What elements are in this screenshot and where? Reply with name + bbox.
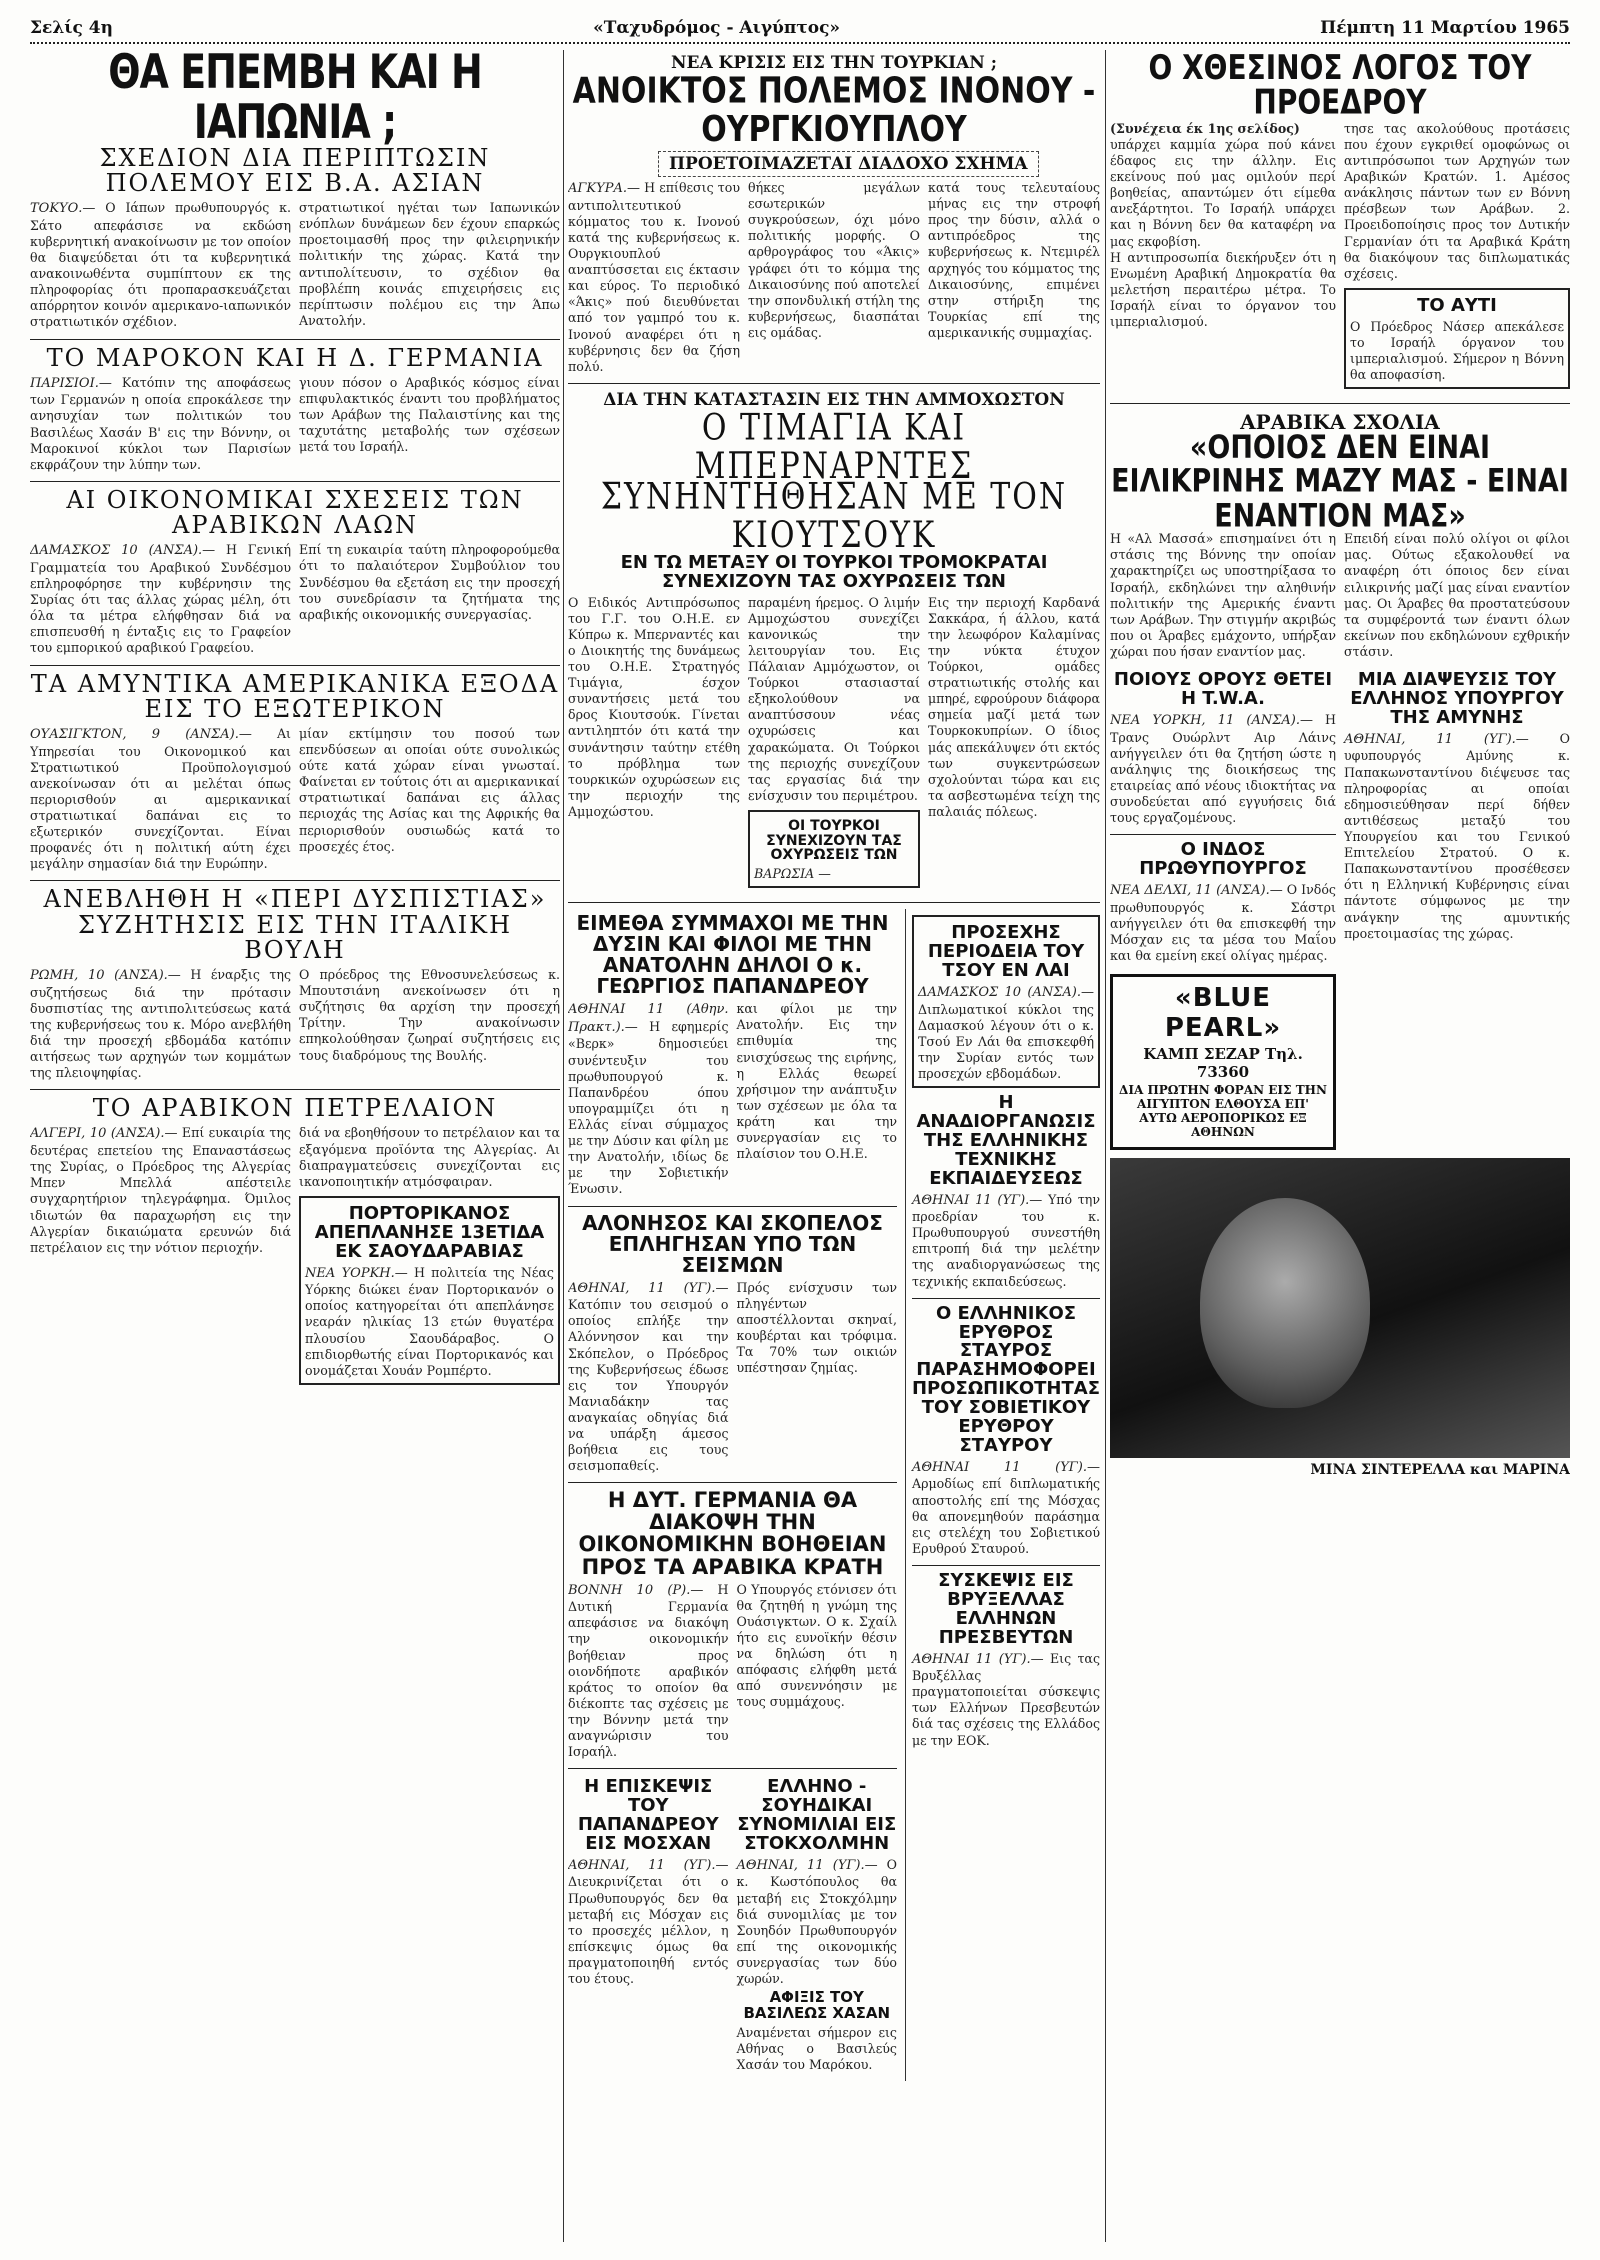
continuation-note: (Συνέχεια έκ 1ης σελίδος): [1110, 120, 1300, 136]
photo-caption: ΜΙΝΑ ΣΙΝΤΕΡΕΛΛΑ και ΜΑΡΙΝΑ: [1310, 1462, 1570, 1479]
paper-name: «Ταχυδρόμος - Αιγύπτος»: [593, 18, 841, 38]
article-body: Αναμένεται σήμερον εις Αθήνας ο Βασιλεύς Χασάν του Μαρόκου.: [736, 2024, 897, 2072]
boxed-article: [299, 1196, 560, 1385]
dateline: ΤΟΚΥΟ.—: [30, 201, 96, 217]
box-headline: ΠΟΡΤΟΡΙΚΑΝΟΣ ΑΠΕΠΛΑΝΗΣΕ 13ΕΤΙΔΑ ΕΚ ΣΑΟΥΔΑΡΑΒΙΑΣ: [314, 1202, 545, 1262]
article-body: Διπλωματικοί κύκλοι της Δαμασκού λέγουν ότι ο κ. Τσού Εν Λάι θα επισκεφθή την Συρίαν εντός των προσεχών εβδομάδων.: [917, 1001, 1094, 1081]
column-divider: [563, 50, 564, 2242]
headline: ΜΙΑ ΔΙΑΨΕΥΣΙΣ ΤΟΥ ΕΛΛΗΝΟΣ ΥΠΟΥΡΓΟΥ ΤΗΣ ΑΜΥΝΗΣ: [1350, 669, 1564, 728]
headline: ΑΝΟΙΚΤΟΣ ΠΟΛΕΜΟΣ ΙΝΟΝΟΥ - ΟΥΡΓΚΙΟΥΠΛΟΥ: [572, 70, 1096, 151]
dateline: ΒΑΡΩΣΙΑ —: [754, 866, 831, 882]
subheadline: ΠΡΟΕΤΟΙΜΑΖΕΤΑΙ ΔΙΑΔΟΧΟ ΣΧΗΜΑ: [658, 151, 1039, 177]
headline: ΠΟΙΟΥΣ ΟΡΟΥΣ ΘΕΤΕΙ Η T.W.A.: [1113, 669, 1333, 709]
dateline: ΑΘΗΝΑΙ, 11 (ΥΓ).—: [736, 1857, 878, 1873]
article-japan: [30, 50, 560, 331]
article-body: θήκες μεγάλων εσωτερικών συγκρούσεων, όχι μόνο πολιτικής μορφής. Ο αρθρογράφος του «Άκις» γράφει ότι το κόμμα της Δικαιοσύνης πού αποτελεί την σπονδυλική στήλη της κυβερνήσεως, διασπάται εις ομάδας.: [748, 180, 920, 340]
article-defense-minister: [1344, 671, 1570, 942]
dateline: ΑΘΗΝΑΙ 11 (ΥΓ).—: [911, 1651, 1044, 1667]
dateline: ΠΑΡΙΣΙΟΙ.—: [30, 375, 112, 391]
article-body: Ο Ιάπων πρωθυπουργός κ. Σάτο απεφάσισε να εκδώση κυβερνητική ανακοίνωσιν με τον οποίον θα διαψεύδεται ότι τα κυβερνητικά ανακοινωθέντα συμπίπτουν εκ της πληροφορίας ότι προπαρασκευάζεται απόρρητον κοινόν αμερικανο-ιαπωνικόν στρατιωτικόν σχέδιον.: [30, 200, 291, 330]
article-body: Κατόπιν του σεισμού ο οποίος επλήξε την Αλόννησον και την Σκόπελον, ο Πρόεδρος της Κυβερνήσεως έδωσε εις τον Υπουργόν Μανιαδάκην τας αναγκαίας οδηγίας διά να υπάρξη άμεσος βοήθεια εις τους σεισμοπαθείς.: [568, 1297, 729, 1474]
article-italy: [30, 887, 560, 1081]
dateline: ΑΘΗΝΑΙ 11 (Αθην. Πρακτ.).—: [568, 1002, 729, 1035]
article-body: γιουν πόσον ο Αραβικός κόσμος είναι επιφυλακτικός έναντι του προβλήματος των Αράβων της Παλαιστίνης και της ταχυτάτης μεταβολής των σχέσεων μετά του Ισραήλ.: [299, 374, 560, 455]
ad-address: ΚΑΜΠ ΣΕΖΑΡ Τηλ. 73360: [1143, 1045, 1303, 1082]
article-body: Ο Ειδικός Αντιπρόσωπος του Γ.Γ. του Ο.Η.Ε. εν Κύπρω κ. Μπερναντές και ο Διοικητής της δυνάμεως του Ο.Η.Ε. Στρατηγός Τιμάγια, έσχον συναντήσεις μετά του δρος Κιουτσούκ. Γίνεται αντιληπτόν ότι κατά την συνάντησιν ταύτην ετέθη το πρόβλημα των τουρκικών οχυρώσεων εις την περιοχήν της Αμμοχώστου.: [568, 594, 740, 820]
dateline: ΔΑΜΑΣΚΟΣ 10 (ΑΝΣΑ).—: [917, 984, 1094, 1000]
headline: Η ΕΠΙΣΚΕΨΙΣ ΤΟΥ ΠΑΠΑΝΔΡΕΟΥ ΕΙΣ ΜΟΣΧΑΝ: [577, 1776, 719, 1854]
subheadline: ΕΝ ΤΩ ΜΕΤΑΞΥ ΟΙ ΤΟΥΡΚΟΙ ΤΡΟΜΟΚΡΑΤΑΙ ΣΥΝΕΧΙΖΟΥΝ ΤΑΣ ΟΧΥΡΩΣΕΙΣ ΤΩΝ: [620, 551, 1048, 592]
article-president-speech: [1110, 50, 1570, 395]
dateline: ΑΘΗΝΑΙ, 11 (ΥΓ).—: [1344, 731, 1529, 747]
column-divider: [1105, 50, 1106, 2242]
article-technical-education: [912, 1094, 1100, 1290]
article-us-defense: [30, 669, 560, 873]
article-body: Αι Υπηρεσίαι του Οικονομικού και Στρατιωτικού Προϋπολογισμού ανεκοίνωσαν ότι αι μελέται όπως περιορισθούν αι αμερικανικαί στρατιωτικαί δαπάναι εις το εξωτερικόν συνεχίζονται. Είναι προφανές ότι η πολιτική αύτη έχει μεγάλην σημασίαν διά την Ευρώπην.: [30, 725, 291, 872]
dateline: ΝΕΑ ΥΟΡΚΗ.—: [305, 1265, 408, 1281]
kicker: ΑΡΑΒΙΚΑ ΣΧΟΛΙΑ: [1240, 410, 1440, 435]
headline: ΑΙ ΟΙΚΟΝΟΜΙΚΑΙ ΣΧΕΣΕΙΣ ΤΩΝ ΑΡΑΒΙΚΩΝ ΛΑΩΝ: [66, 485, 524, 540]
advertisement-blue-pearl: [1110, 974, 1336, 1150]
article-body: Ο Ινδός πρωθυπουργός κ. Σάστρι ανήγγειλεν ότι θα επισκεφθή την Μόσχαν εις τα μέσα του Μαΐου και θα εμείνη εκεί ολίγας ημέρας.: [1110, 881, 1336, 963]
article-twa: [1110, 671, 1336, 826]
subheadline: ΣΧΕΔΙΟΝ ΔΙΑ ΠΕΡΙΠΤΩΣΙΝ ΠΟΛΕΜΟΥ ΕΙΣ Β.Α. ΑΣΙΑΝ: [99, 143, 491, 197]
article-body: Η επίθεσις του αντιπολιτευτικού κόμματος του κ. Ινονού κατά της κυβερνήσεως κ. Ουργκιουπλού αναπτύσσεται εις έκτασιν και εύρος. Το περιοδικό «Άκις» πού διευθύνεται από τον γαμπρό του κ. Ινονού αναφέρει ότι η κυβέρνησις δεν θα ζήση πολύ.: [568, 180, 740, 374]
headline: ΠΡΟΣΕΧΗΣ ΠΕΡΙΟΔΕΙΑ ΤΟΥ ΤΣΟΥ ΕΝ ΛΑΙ: [927, 922, 1085, 981]
boxed-article: [748, 810, 920, 888]
photo-portrait: [1200, 1198, 1370, 1408]
article-famagusta: [568, 390, 1100, 894]
article-indian-pm: [1110, 841, 1336, 964]
article-earthquake: [568, 1210, 897, 1475]
article-body: Η Τρανς Ουώρλντ Αιρ Λάινς ανήγγειλεν ότι θα ζητήση ώστε η ανάληψις της διοικήσεως της εταιρείας από νέους ιδιοκτήτας να συνοδεύεται από εγγυήσεις διά τους εργαζομένους.: [1110, 711, 1336, 826]
article-body: Κατόπιν της αποφάσεως των Γερμανών η οποία επροκάλεσε την ανησυχίαν των πολιτικών του Βασιλέως Χασάν Β' εις την Βόννην, οι Μαροκινοί κύκλοι των Παρισίων εκφράζουν την λύπην των.: [30, 374, 291, 472]
dateline: ΝΕΑ ΔΕΛΧΙ, 11 (ΑΝΣΑ).—: [1110, 882, 1283, 898]
article-body: υπάρχει καμμία χώρα πού κάνει έδαφος εις την άλλην. Εις εκείνους πού μας ομιλούν περί βοηθείας, απαντώμεν ότι είμεθα ανεξάρτητοι. Το Ισραήλ υπάρχει και η Βόννη δεν θα καταφέρη να μας εκφοβίση.: [1110, 136, 1336, 249]
headline: ΤΑ ΑΜΥΝΤΙΚΑ ΑΜΕΡΙΚΑΝΙΚΑ ΕΞΟΔΑ ΕΙΣ ΤΟ ΕΞΩΤΕΡΙΚΟΝ: [30, 669, 560, 723]
article-body: Εις την περιοχή Καρδανά Σακκάρα, ή άλλου, κατά την λεωφόρον Καλαμίνας την νύκτα έτυχον Τούρκοι, ομάδες στρατιωτικής στολής και μπηρέ, εφρούρουν διάφορα σημεία μαζί μετά των Τουρκοκυπρίων. Ο ίδιος μάς απεκάλυψεν ότι εκτός των συγκεντρώσεων σχολούνται τώρα και εις τα ασβεστωμένα τείχη της παλαιάς πόλεως.: [928, 594, 1100, 820]
headline: Η ΑΝΑΔΙΟΡΓΑΝΩΣΙΣ ΤΗΣ ΕΛΛΗΝΙΚΗΣ ΤΕΧΝΙΚΗΣ ΕΚΠΑΙΔΕΥΣΕΩΣ: [916, 1092, 1096, 1189]
article-body: παραμένη ήρεμος. Ο λιμήν Αμμοχώστου συνεχίζει κανονικώς την λειτουργίαν του. Εις Πάλαιαν Αμμόχωστον, οι Τούρκοι στασιασταί εξηκολούθουν να αναπτύσσουν νέας οχυρώσεις και χαρακώματα. Οι Τούρκοι της περιοχής συνεχίζουν τας εργασίας διά την ενίσχυσιν του περιμέτρου.: [748, 594, 920, 803]
article-body: Η Δυτική Γερμανία απεφάσισε να διακόψη την οικονομικήν βοήθειαν προς οιονδήποτε αραβικόν κράτος το οποίον θα διέκοπτε τας σχέσεις με την Βόννην μετά την αναγνώρισιν του Ισραήλ.: [568, 1581, 729, 1760]
issue-date: Πέμπτη 11 Μαρτίου 1965: [1320, 18, 1570, 38]
headline: Ο ΤΙΜΑΓΙΑ ΚΑΙ ΜΠΕΡΝΑΡΝΤΕΣ: [694, 407, 974, 487]
headline: ΤΟ ΑΡΑΒΙΚΟΝ ΠΕΤΡΕΛΑΙΟΝ: [92, 1094, 498, 1123]
headline: ΕΙΜΕΘΑ ΣΥΜΜΑΧΟΙ ΜΕ ΤΗΝ ΔΥΣΙΝ ΚΑΙ ΦΙΛΟΙ ΜΕ ΤΗΝ ΑΝΑΤΟΛΗΝ ΔΗΛΟΙ Ο κ. ΓΕΩΡΓΙΟΣ ΠΑΠΑΝΔΡΕΟΥ: [576, 911, 889, 999]
article-body: τησε τας ακολούθους προτάσεις που έχουν εγκριθεί ομοφώνως οι αντιπρόσωποι των Αρχηγών των Αραβικών Κρατών. 1. Αμέσος ανάκλησις πάντων των εν Βόννη πρέσβεων των Αράβων. 2. Προειδοποίησις προς τον Δυτικήν Γερμανίαν ότι τα Αραβικά Κράτη θα διακόψουν τας διπλωματικάς σχέσεις.: [1344, 120, 1570, 281]
article-arab-economy: [30, 485, 560, 657]
headline: Η ΔΥΤ. ΓΕΡΜΑΝΙΑ ΘΑ ΔΙΑΚΟΨΗ ΤΗΝ ΟΙΚΟΝΟΜΙΚΗΝ ΒΟΗΘΕΙΑΝ ΠΡΟΣ ΤΑ ΑΡΑΒΙΚΑ ΚΡΑΤΗ: [578, 1488, 887, 1579]
dateline: ΡΩΜΗ, 10 (ΑΝΣΑ).—: [30, 968, 181, 983]
article-body: Η πολιτεία της Νέας Υόρκης διώκει έναν Πορτορικανόν ο οποίος κατηγορείται ότι απεπλάνησε νεαράν ηλικίας 13 ετών θυγατέρα πλουσίου Σαουδάραβος. Ο επιδιορθωτής είναι Πορτορικανός και ονομάζεται Χουάν Ρομπέρτο.: [305, 1264, 554, 1378]
article-body: Πρός ενίσχυσιν των πληγέντων αποστέλλονται σκηναί, κουβέρται και τρόφιμα. Τα 70% των οικιών υπέστησαν ζημίας.: [736, 1279, 897, 1376]
column-right: [1110, 50, 1570, 2242]
ad-title: «BLUE PEARL»: [1164, 983, 1282, 1044]
kicker: ΔΙΑ ΤΗΝ ΚΑΤΑΣΤΑΣΙΝ ΕΙΣ ΤΗΝ ΑΜΜΟΧΩΣΤΟΝ: [603, 389, 1065, 410]
dateline: ΒΟΝΝΗ 10 (Ρ).—: [568, 1582, 704, 1598]
dateline: ΔΑΜΑΣΚΟΣ 10 (ΑΝΣΑ).—: [30, 543, 216, 559]
article-body: διά να εβοηθήσουν το πετρέλαιον και τα εξαγόμενα προϊόντα της Αλγερίας. Αι διαπραγματεύσεις συνεχίζονται εις ικανοποιητικήν ατμόσφαιραν.: [299, 1125, 560, 1189]
dateline: ΑΘΗΝΑΙ, 11 (ΥΓ).—: [568, 1857, 729, 1873]
headline: ΕΛΛΗΝΟ - ΣΟΥΗΔΙΚΑΙ ΣΥΝΟΜΙΛΙΑΙ ΕΙΣ ΣΤΟΚΧΟΛΜΗΝ: [737, 1776, 897, 1854]
dateline: ΑΛΓΕΡΙ, 10 (ΑΝΣΑ).—: [30, 1126, 178, 1142]
masthead: [30, 14, 1570, 44]
article-chou-enlai: [912, 915, 1100, 1088]
article-body: Επειδή είναι πολύ ολίγοι οι φίλοι μας. Ούτως εξακολουθεί να αναφέρη ότι όποιος δεν είναι ειλικρινής μαζί μας είναι εναντίον μας. Οι Άραβες θα προστατεύσουν τα συμφέροντά των έναντι όλων εκείνων που εκδηλώνουν εχθρικήν στάσιν.: [1344, 531, 1570, 659]
headline: ΣΥΝΗΝΤΗΘΗΣΑΝ ΜΕ ΤΟΝ ΚΙΟΥΤΣΟΥΚ: [600, 476, 1068, 556]
article-body: Η αντιπροσωπία διεκήρυξεν ότι η Ενωμένη Αραβική Δημοκρατία θα μελετήση περαιτέρω μέτρα. Το Ισραήλ είναι το όργανον του ιμπεριαλισμού.: [1110, 249, 1336, 330]
article-morocco: [30, 343, 560, 473]
dateline: ΑΓΚΥΡΑ.—: [568, 181, 640, 196]
dateline: ΑΘΗΝΑΙ, 11 (ΥΓ).—: [568, 1280, 729, 1296]
article-body: Η «Αλ Μασσά» επισημαίνει ότι η στάσις της Βόννης την οποίαν χαρακτηρίζει ως υποστηρίξασα το Ισραήλ, εκδηλώνει την αληθινήν πολιτικήν της Αμερικής έναντι των Αράβων. Την στιγμήν ακριβώς που οι Άραβες εμάχοντο, υπήρξαν χώραι που ήσαν εναντίον μας.: [1110, 531, 1336, 659]
article-body: Ο πρόεδρος της Εθνοσυνελεύσεως κ. Μπουτσιάνη ανεκοίνωσεν ότι η συζήτησις θα αρχίση την προσεχή Τρίτην. Την ανακοίνωσιν επηκολούθησαν ζωηραί συζητήσεις εις τους διαδρόμους της Βουλής.: [299, 967, 560, 1063]
article-arab-comments: [1110, 410, 1570, 660]
subheadline: ΑΦΙΞΙΣ ΤΟΥ ΒΑΣΙΛΕΩΣ ΧΑΣΑΝ: [743, 1988, 891, 2022]
article-west-germany: [568, 1489, 897, 1760]
box-headline: ΤΟ ΑΥΤΙ: [1417, 294, 1497, 316]
article-body: Επί ευκαιρία της δευτέρας επετείου της Επαναστάσεως της Συρίας, ο Πρόεδρος της Αλγερίας Μπεν Μπελλά απέστειλε συγχαρητήριον τηλεγράφημα. Όμιλος ιδιωτών θα παραχωρήση εις την Αλγερίαν δικαιώματα ερευνών διά πετρέλαιον εις την νότιον περιοχήν.: [30, 1125, 291, 1255]
article-papandreou: [568, 913, 897, 1197]
headline: Ο ΕΛΛΗΝΙΚΟΣ ΕΡΥΘΡΟΣ ΣΤΑΥΡΟΣ ΠΑΡΑΣΗΜΟΦΟΡΕΙ ΠΡΟΣΩΠΙΚΟΤΗΤΑΣ ΤΟΥ ΣΟΒΙΕΤΙΚΟΥ ΕΡΥΘΡΟΥ ΣΤΑΥΡΟΥ: [911, 1302, 1100, 1456]
headline: ΘΑ ΕΠΕΜΒΗ ΚΑΙ Η ΙΑΠΩΝΙΑ ;: [108, 50, 482, 150]
dateline: ΑΘΗΝΑΙ 11 (ΥΓ).—: [911, 1459, 1100, 1475]
dateline: ΑΘΗΝΑΙ 11 (ΥΓ).—: [911, 1192, 1043, 1208]
article-body: Η έναρξις της συζητήσεως διά την πρότασιν δυσπιστίας της αντιπολιτεύσεως κατά της κυβερνήσεως του κ. Μόρο ανεβλήθη διά την προσεχή εβδομάδα κατόπιν αιτήσεως των αρχηγών των κομμάτων της πλειοψηφίας.: [30, 967, 291, 1081]
kicker: ΝΕΑ ΚΡΙΣΙΣ ΕΙΣ ΤΗΝ ΤΟΥΡΚΙΑΝ ;: [670, 53, 998, 73]
dateline: ΝΕΑ ΥΟΡΚΗ, 11 (ΑΝΣΑ).—: [1110, 712, 1313, 728]
column-left: [30, 50, 560, 2242]
headline: Ο ΙΝΔΟΣ ΠΡΩΘΥΠΟΥΡΓΟΣ: [1139, 839, 1307, 880]
article-body: Ο υφυπουργός Αμύνης κ. Παπακωνσταντίνου διέψευσε τας πληροφορίας αι οποίαι εδημοσιεύθησαν περί δήθεν αντιθέσεως μεταξύ του Υπουργείου και του Γενικού Επιτελείου Στρατού. Ο κ. Παπακωνσταντίνου προσέθεσεν ότι η Ελληνική Κυβέρνησις είναι πάντοτε σύμφωνος με την ανάγκην της αμυντικής προετοιμασίας της χώρας.: [1344, 730, 1570, 941]
article-body: Εις τας Βρυξέλλας πραγματοποιείται σύσκεψις των Ελλήνων Πρεσβευτών διά τας σχέσεις της Ελλάδος με την ΕΟΚ.: [911, 1650, 1100, 1748]
ad-text: ΔΙΑ ΠΡΩΤΗΝ ΦΟΡΑΝ ΕΙΣ ΤΗΝ ΑΙΓΥΠΤΟΝ ΕΛΘΟΥΣΑ ΕΠ' ΑΥΤΩ ΑΕΡΟΠΟΡΙΚΩΣ ΕΞ ΑΘΗΝΩΝ: [1119, 1083, 1327, 1140]
article-body: Επί τη ευκαιρία ταύτη πληροφορούμεθα ότι το παλαιότερον Συμβούλιον του Συνδέσμου θα εξετάση εις την προσεχή του συνεδρίασιν τα ζητήματα της αραβικής οικονομικής συνεργασίας.: [299, 542, 560, 622]
headline: «ΟΠΟΙΟΣ ΔΕΝ ΕΙΝΑΙ ΕΙΛΙΚΡΙΝΗΣ ΜΑΖΥ ΜΑΣ - ΕΙΝΑΙ ΕΝΑΝΤΙΟΝ ΜΑΣ»: [1111, 429, 1569, 535]
article-body: κατά τους τελευταίους μήνας εις την στροφή προς την δύσιν, αλλά ο αντιπρόεδρος της κυβερνήσεως κ. Ντεμιρέλ αρχηγός του κόμματος της Δικαιοσύνης, επιμένει στην στήριξη της Τουρκίας επί της αμερικανικής συμμαχίας.: [928, 180, 1100, 340]
article-body: Υπό την προεδρίαν του κ. Πρωθυπουργού συνεστήθη επιτροπή διά την μελέτην της αναδιοργανώσεως της τεχνικής εκπαιδεύσεως.: [911, 1191, 1100, 1289]
article-body: και φίλοι με την Ανατολήν. Εις την επιθυμία της ενισχύσεως της ειρήνης, η Ελλάς θεωρεί χρήσιμον την ανάπτυξιν των σχέσεων με όλα τα κράτη και την συνεργασίαν εις το πλαίσιον του Ο.Η.Ε.: [736, 1001, 897, 1162]
article-stockholm: [737, 1775, 898, 2073]
box-headline: ΟΙ ΤΟΥΡΚΟΙ ΣΥΝΕΧΙΖΟΥΝ ΤΑΣ ΟΧΥΡΩΣΕΙΣ ΤΩΝ: [766, 818, 902, 864]
article-body: Ο Υπουργός ετόνισεν ότι θα ζητηθή η γνώμη της Ουάσιγκτων. Ο κ. Σχαίλ ήτο εις ευνοϊκήν θέσιν να δηλώση ότι η απόφασις ελήφθη μετά από συνεννόησιν με τους συμμάχους.: [736, 1581, 897, 1710]
dateline: ΟΥΑΣΙΓΚΤΟΝ, 9 (ΑΝΣΑ).—: [30, 726, 252, 742]
article-moscow-visit: [568, 1775, 729, 2073]
article-body: Αρμοδίως επί διπλωματικής αποστολής επί της Μόσχας θα απονεμηθούν παράσημα εις στελέχη του Σοβιετικού Ερυθρού Σταυρού.: [911, 1476, 1100, 1556]
page-number: Σελίς 4η: [30, 18, 113, 38]
article-arab-oil: [30, 1096, 560, 1391]
article-brussels: [911, 1569, 1100, 1749]
article-body: Ο Πρόεδρος Νάσερ απεκάλεσε το Ισραήλ όργανον του ιμπεριαλισμού. Σήμερον η Βόννη θα αποφασίση.: [1350, 318, 1564, 383]
boxed-article: [1344, 288, 1570, 389]
article-body: μίαν εκτίμησιν του ποσού των επενδύσεων αι οποίαι ούτε συνολικώς ούτε κατά χώραν είναι γνωσταί. Φαίνεται εν τούτοις ότι αι αμερικανικαί στρατιωτικαί δαπάναι εις άλλας περιοχάς της Ασίας και της Αφρικής θα περιορισθούν ουσιωδώς κατά το προσεχές έτος.: [299, 725, 560, 854]
photo-actress: [1110, 1158, 1570, 1458]
headline: ΑΛΟΝΗΣΟΣ ΚΑΙ ΣΚΟΠΕΛΟΣ ΕΠΛΗΓΗΣΑΝ ΥΠΟ ΤΩΝ ΣΕΙΣΜΩΝ: [582, 1210, 883, 1277]
headline: ΤΟ ΜΑΡΟΚΟΝ ΚΑΙ Η Δ. ΓΕΡΜΑΝΙΑ: [46, 343, 544, 372]
article-body: Η Γενική Γραμματεία του Αραβικού Συνδέσμου επληροφόρησε την κυβέρνησιν της Συρίας ότι τας άλλας χώρας μέλη, ότι όλα τα μέτρα ελήφθησαν διά να επισπευσθή η ένταξις εις το Γραφείον του εμπορικού αραβικού Γραφείου.: [30, 542, 291, 656]
headline: Ο ΧΘΕΣΙΝΟΣ ΛΟΓΟΣ ΤΟΥ ΠΡΟΕΔΡΟΥ: [1148, 50, 1532, 123]
article-body: στρατιωτικοί ηγέται των Ιαπωνικών ενόπλων δυνάμεων δεν έχουν επαρκώς προετοιμασθή προς την φιλειρηνικήν πολιτικήν της χώρας. Κατά την αντιπολίτευσιν, το σχέδιον θα προβλέπη κοινάς επιχειρήσεις εις περίπτωσιν πολέμου εις την Άπω Ανατολήν.: [299, 200, 560, 328]
column-center: [568, 50, 1100, 2242]
article-turkey: [568, 53, 1100, 375]
article-red-cross: [911, 1302, 1100, 1557]
headline: ΑΝΕΒΛΗΘΗ Η «ΠΕΡΙ ΔΥΣΠΙΣΤΙΑΣ» ΣΥΖΗΤΗΣΙΣ ΕΙΣ ΤΗΝ ΙΤΑΛΙΚΗ ΒΟΥΛΗ: [43, 885, 547, 964]
article-body: Διευκρινίζεται ότι ο Πρωθυπουργός δεν θα μεταβή εις Μόσχαν εις το προσεχές μέλλον, η επίσκεψις όμως θα πραγματοποιηθή εντός του έτους.: [568, 1874, 729, 1987]
article-body: Η εφημερίς «Βερκ» δημοσιεύει συνέντευξιν του πρωθυπουργού κ. Παπανδρέου όπου υπογραμμίζει ότι η Ελλάς είναι σύμμαχος με την Δύσιν και φίλη με την Ανατολήν, ιδίως δε με την Σοβιετικήν Ένωσιν.: [568, 1018, 729, 1197]
headline: ΣΥΣΚΕΨΙΣ ΕΙΣ ΒΡΥΞΕΛΛΑΣ ΕΛΛΗΝΩΝ ΠΡΕΣΒΕΥΤΩΝ: [938, 1569, 1074, 1648]
article-body: Ο κ. Κωστόπουλος θα μεταβή εις Στοκχόλμην διά συνομιλίας με τον Σουηδόν Πρωθυπουργόν επί της οικονομικής συνεργασίας των δύο χωρών.: [736, 1856, 897, 1987]
